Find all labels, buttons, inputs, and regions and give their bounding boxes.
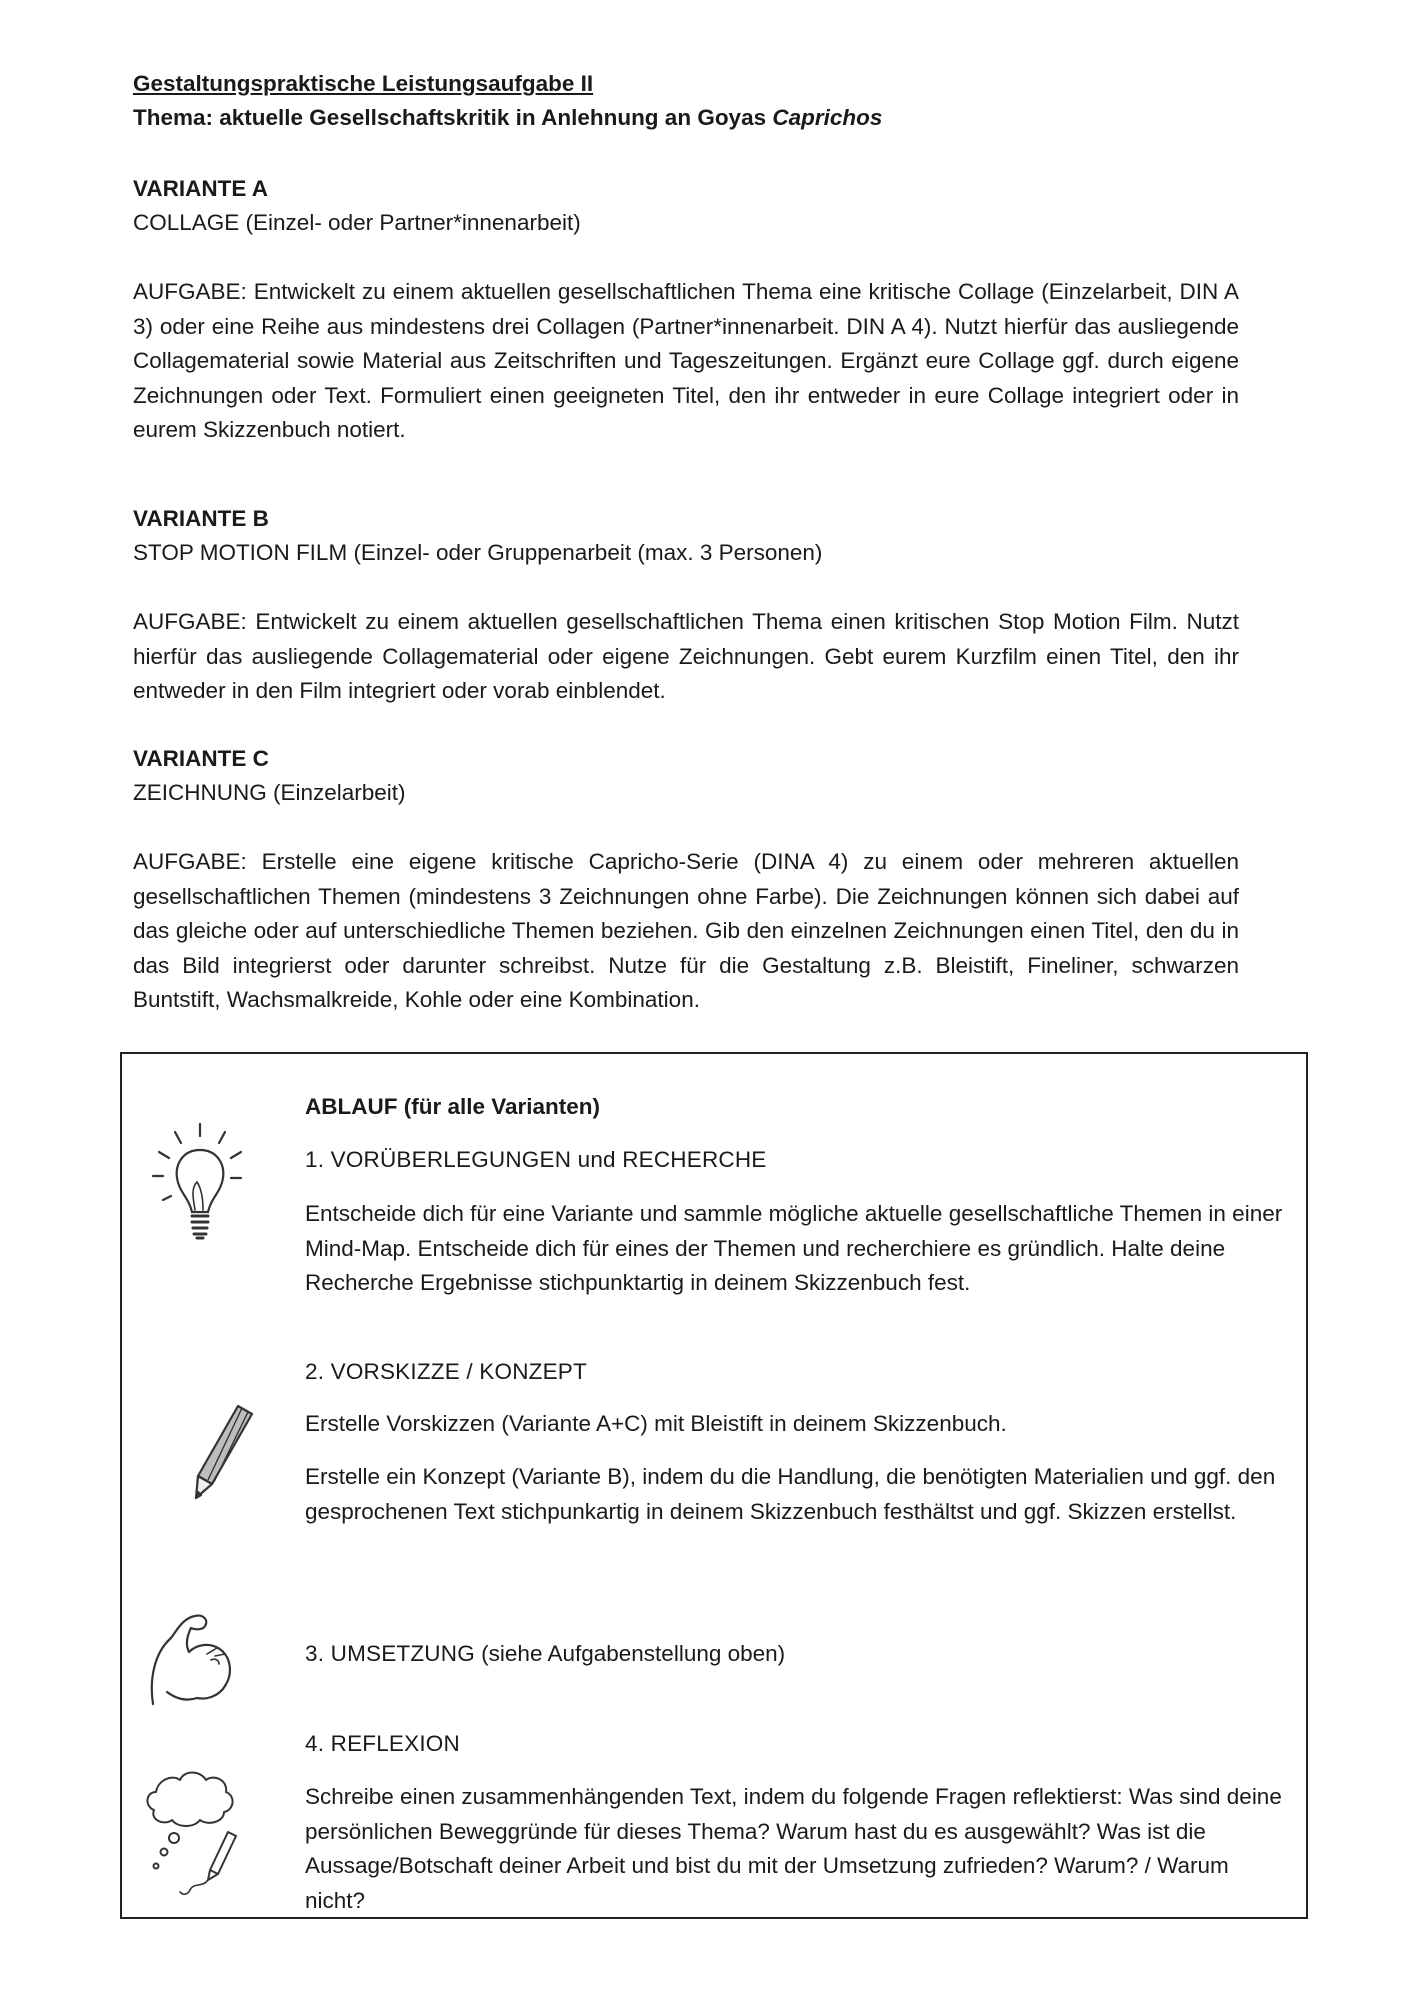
variant-a-subheading: COLLAGE (Einzel- oder Partner*innenarbeit) bbox=[133, 210, 581, 235]
variant-c-subheading: ZEICHNUNG (Einzelarbeit) bbox=[133, 780, 406, 805]
variant-c-task: AUFGABE: Erstelle eine eigene kritische Capricho-Serie (DINA 4) zu einem oder mehreren aktuellen gesellschaftlichen Themen (mindestens 3 Zeichnungen ohne Farbe). Die Zeichnungen können sich dabei auf das gleiche oder auf unterschiedliche Themen beziehen. Gib den einzelnen Zeichnungen einen Titel, den du in das Bild integrierst oder darunter schreibst. Nutze für die Gestaltung z.B. Bleistift, Fineliner, schwarzen Buntstift, Wachsmalkreide, Kohle oder eine Kombination. bbox=[133, 849, 1239, 1012]
pencil-icon bbox=[188, 1402, 258, 1502]
variant-b-subheading: STOP MOTION FILM (Einzel- oder Gruppenarbeit (max. 3 Personen) bbox=[133, 540, 823, 565]
step-3-title-rest: (siehe Aufgabenstellung oben) bbox=[474, 1641, 786, 1666]
document-theme bbox=[133, 101, 1239, 136]
flexed-arm-icon bbox=[145, 1608, 245, 1708]
document-title: Gestaltungspraktische Leistungsaufgabe II bbox=[133, 71, 594, 96]
variant-a-task: AUFGABE: Entwickelt zu einem aktuellen gesellschaftlichen Thema eine kritische Collage (Einzelarbeit, DIN A 3) oder eine Reihe aus mindestens drei Collagen (Partner*innenarbeit. DIN A 4). Nutzt hierfür das ausliegende Collagematerial sowie Material aus Zeitschriften und Tageszeitungen. Ergänzt eure Collage ggf. durch eigene Zeichnungen oder Text. Formuliert einen geeigneten Titel, den ihr entweder in eure Collage integriert oder in eurem Skizzenbuch notiert. bbox=[133, 279, 1239, 442]
lightbulb-icon bbox=[145, 1118, 255, 1268]
step-3-title bbox=[305, 1637, 1285, 1672]
step-1-title: 1. VORÜBERLEGUNGEN und RECHERCHE bbox=[305, 1147, 767, 1172]
step-3-title-caps: 3. UMSETZUNG bbox=[305, 1641, 475, 1666]
variant-b-heading: VARIANTE B bbox=[133, 506, 269, 531]
step-4-title: 4. REFLEXION bbox=[305, 1731, 460, 1756]
thought-bubble-pen-icon bbox=[136, 1762, 266, 1902]
variant-b-task: AUFGABE: Entwickelt zu einem aktuellen gesellschaftlichen Thema einen kritischen Stop Motion Film. Nutzt hierfür das ausliegende Collagematerial oder eigene Zeichnungen. Gebt eurem Kurzfilm einen Titel, den ihr entweder in den Film integriert oder vorab einblendet. bbox=[133, 609, 1239, 703]
step-2-text-2: Erstelle ein Konzept (Variante B), indem du die Handlung, die benötigten Materialien und ggf. den gesprochenen Text stichpunkartig in deinem Skizzenbuch festhältst und ggf. Skizzen erstellst. bbox=[305, 1464, 1276, 1524]
ablauf-heading: ABLAUF (für alle Varianten) bbox=[305, 1094, 601, 1119]
variant-a-heading: VARIANTE A bbox=[133, 176, 268, 201]
step-2-title: 2. VORSKIZZE / KONZEPT bbox=[305, 1359, 587, 1384]
step-4-text: Schreibe einen zusammenhängenden Text, indem du folgende Fragen reflektierst: Was sind deine persönlichen Beweggründe für dieses Thema? Warum hast du es ausgewählt? Was ist die Aussage/Botschaft deiner Arbeit und bist du mit der Umsetzung zufrieden? Warum? / Warum nicht? bbox=[305, 1784, 1282, 1913]
step-2-text-1: Erstelle Vorskizzen (Variante A+C) mit Bleistift in deinem Skizzenbuch. bbox=[305, 1411, 1007, 1436]
theme-italic: Caprichos bbox=[772, 105, 883, 130]
theme-prefix: Thema: aktuelle Gesellschaftskritik in Anlehnung an Goyas bbox=[133, 105, 767, 130]
variant-c-heading: VARIANTE C bbox=[133, 746, 269, 771]
step-1-text: Entscheide dich für eine Variante und sammle mögliche aktuelle gesellschaftliche Themen in einer Mind-Map. Entscheide dich für eines der Themen und recherchiere es gründlich. Halte deine Recherche Ergebnisse stichpunktartig in deinem Skizzenbuch fest. bbox=[305, 1201, 1283, 1295]
